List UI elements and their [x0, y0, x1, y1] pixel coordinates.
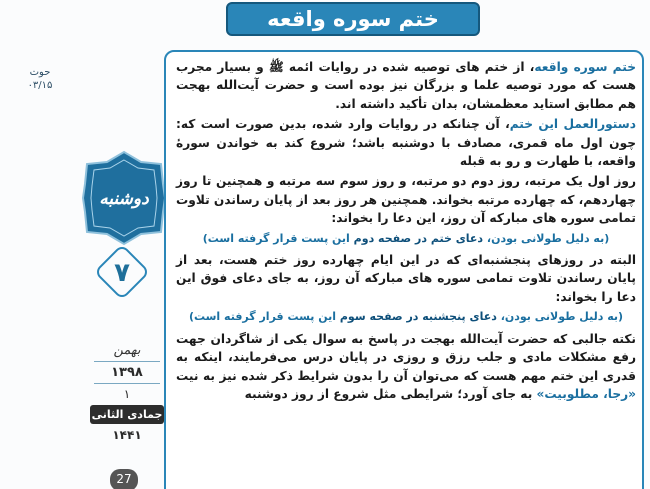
paragraph-2: [176, 115, 636, 170]
hijri-year: ۱۴۴۱: [112, 428, 142, 442]
paragraph-5: [176, 330, 636, 404]
weekday-seal: [81, 150, 167, 246]
note-1: [176, 230, 636, 248]
hijri-day: ۱: [123, 387, 131, 401]
hijri-month-badge: جمادی الثانی: [90, 405, 164, 424]
note-2: [176, 308, 636, 326]
paragraph-1-text: ، از ختم های توصیه شده در روایات ائمه ﷺ و بسیار مجرب هست که مورد توصیه علما و بزرگان نیز بوده است و حضرت آیت‌الله بهجت هم مطابق استاید معظمشان، بدان تأکید داشته اند.: [176, 60, 636, 111]
title-banner: [226, 2, 480, 36]
paragraph-3: روز اول یک مرتبه، روز دوم دو مرتبه، و روز سوم سه مرتبه و همچنین تا روز چهاردهم، که چهارده مرتبه بخواند. همچنین هر روز بعد از پایان رساندن تلاوت تمامی سوره های مبارکه آن روز، این دعا را بخواند:: [176, 174, 636, 226]
note-1-suffix: این پست قرار گرفته است): [202, 231, 354, 245]
note-2-prefix: (به دلیل طولانی بودن،: [496, 310, 624, 324]
weekday-seal-text: دوشنبه: [99, 189, 149, 209]
page-number-badge: 27: [110, 469, 138, 489]
paragraph-1: [176, 58, 636, 113]
paragraph-5-highlight: «رجا، مطلوبیت»: [536, 386, 636, 401]
paragraph-4: البته در روزهای پنجشنبه‌ای که در این ایام چهارده روز ختم هست، بعد از پایان رساندن تلاوت تمامی سوره های مبارکه آن روز، به جای دعای فوق این دعا را بخواند:: [176, 253, 636, 304]
article-body: [176, 58, 636, 405]
divider: [94, 361, 160, 362]
paragraph-5-end: به جای آورد؛ شرایطی مثل شروع از روز دوشنبه: [244, 386, 537, 401]
day-number: ۷: [114, 258, 130, 288]
corner-label-line-1: حوت: [29, 67, 51, 78]
note-1-highlight: دعای ختم در صفحه دوم: [353, 231, 484, 245]
divider: [94, 383, 160, 384]
corner-label-line-2: ۰۳/۱۵: [27, 80, 53, 91]
page-title: ختم سوره واقعه: [267, 7, 439, 31]
paragraph-1-highlight: ختم سوره واقعه: [534, 60, 636, 74]
date-box: [88, 343, 166, 442]
paragraph-2-text: ، آن چنانکه در روایات وارد شده، بدین صورت است که: چون اول ماه قمری، مصادف با دوشنبه باشد؛ شروع کند به خواندن سورهٔ واقعه، با طهارت و رو به قبله: [176, 117, 636, 169]
shamsi-year: ۱۳۹۸: [111, 365, 143, 380]
note-2-suffix: این پست قرار گرفته است): [188, 310, 340, 324]
corner-label: [10, 66, 70, 92]
paragraph-5-text: نکته جالبی که حضرت آیت‌الله بهجت در پاسخ به سوال یکی از شاگردان جهت رفع مشکلات مادی و جلب رزق و روزی در پایان درس می‌فرمایند، اینکه به قدری این ختم مهم هست که می‌توان آن را بدون شرایط ذکر شده نیز به نیت: [176, 331, 636, 383]
paragraph-2-highlight: دستورالعمل این ختم: [509, 117, 636, 132]
note-2-highlight: دعای پنجشنبه در صفحه سوم: [339, 310, 497, 324]
note-1-prefix: (به دلیل طولانی بودن،: [483, 231, 610, 245]
date-weekday: بهمن: [113, 343, 141, 358]
